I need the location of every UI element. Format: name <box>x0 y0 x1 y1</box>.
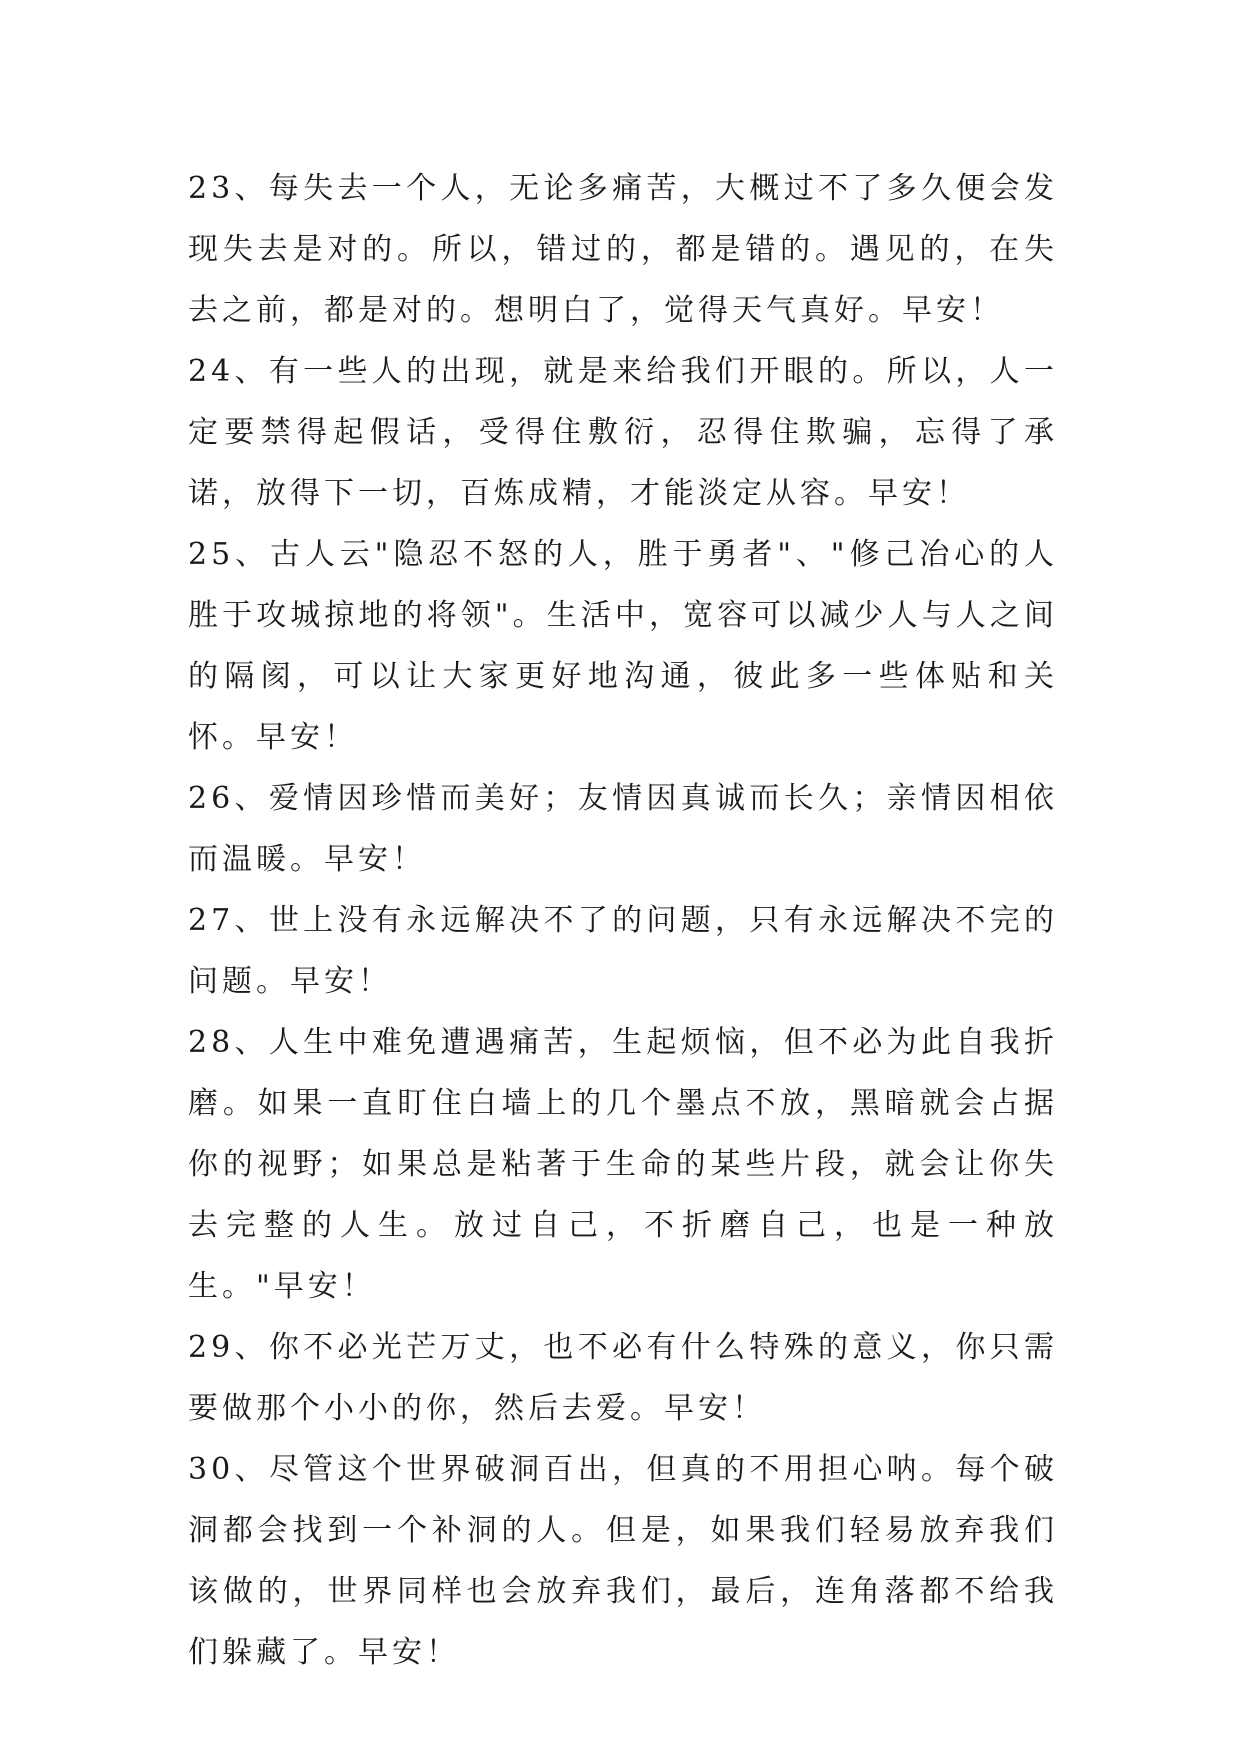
paragraph-29: 29、你不必光芒万丈，也不必有什么特殊的意义，你只需要做那个小小的你，然后去爱。早安！ <box>188 1330 1058 1426</box>
paragraph-23: 23、每失去一个人，无论多痛苦，大概过不了多久便会发现失去是对的。所以，错过的，都是错的。遇见的，在失去之前，都是对的。想明白了，觉得天气真好。早安！ <box>188 171 1058 328</box>
paragraph-27: 27、世上没有永远解决不了的问题，只有永远解决不完的问题。早安！ <box>188 903 1058 999</box>
paragraph-28: 28、人生中难免遭遇痛苦，生起烦恼，但不必为此自我折磨。如果一直盯住白墙上的几个墨点不放，黑暗就会占据你的视野；如果总是粘著于生命的某些片段，就会让你失去完整的人生。放过自己，不折磨自己，也是一种放生。"早安！ <box>188 1025 1058 1304</box>
paragraph-30: 30、尽管这个世界破洞百出，但真的不用担心呐。每个破洞都会找到一个补洞的人。但是，如果我们轻易放弃我们该做的，世界同样也会放弃我们，最后，连角落都不给我们躲藏了。早安！ <box>188 1452 1058 1670</box>
paragraph-26: 26、爱情因珍惜而美好；友情因真诚而长久；亲情因相依而温暖。早安！ <box>188 781 1058 877</box>
paragraph-24: 24、有一些人的出现，就是来给我们开眼的。所以，人一定要禁得起假话，受得住敷衍，忍得住欺骗，忘得了承诺，放得下一切，百炼成精，才能淡定从容。早安！ <box>188 354 1058 511</box>
paragraph-25: 25、古人云"隐忍不怒的人，胜于勇者"、"修己冶心的人胜于攻城掠地的将领"。生活中，宽容可以减少人与人之间的隔阂，可以让大家更好地沟通，彼此多一些体贴和关怀。早安！ <box>188 537 1058 755</box>
document-page <box>188 158 1058 1683</box>
